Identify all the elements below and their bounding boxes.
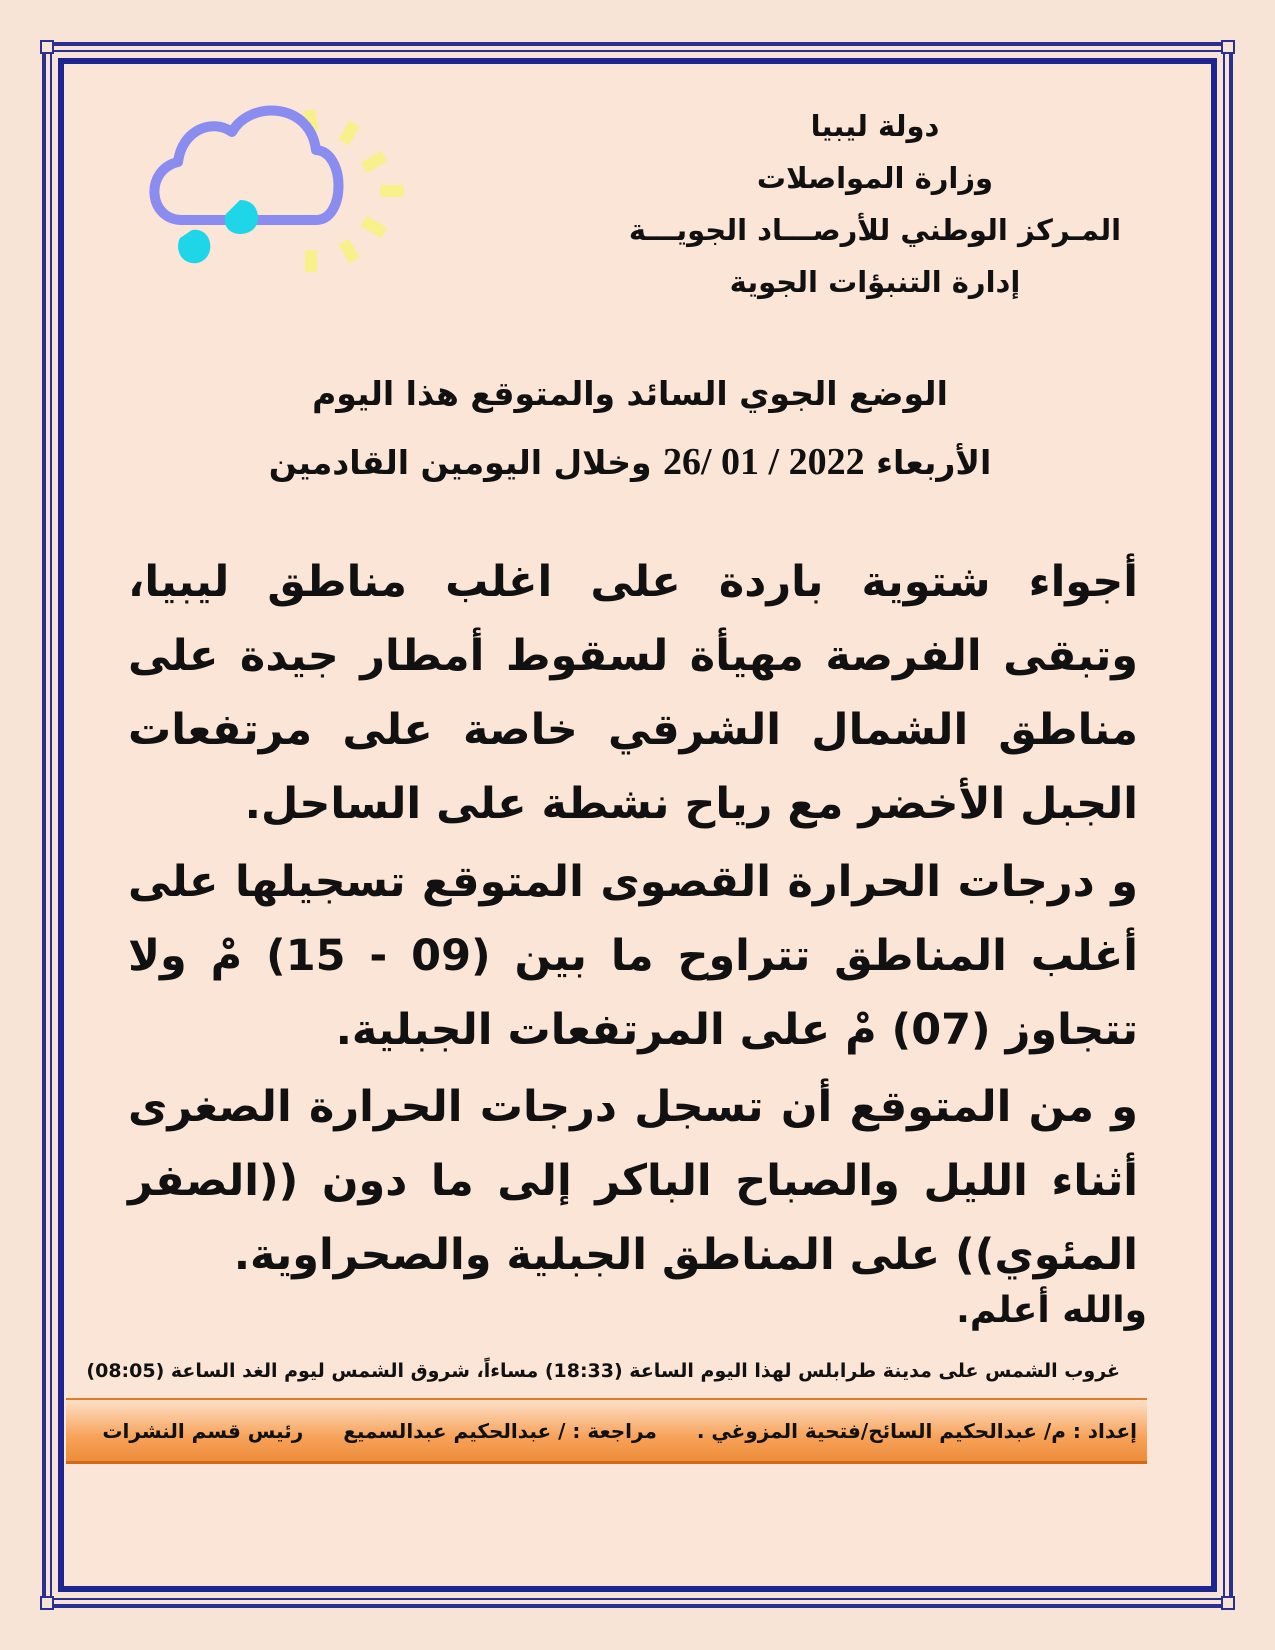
title-date-line (200, 428, 1060, 497)
title-line: الوضع الجوي السائد والمتوقع هذا اليوم (312, 374, 948, 413)
forecast-paragraph-2: و درجات الحرارة القصوى المتوقع تسجيلها على أغلب المناطق تتراوح ما بين (09 - 15) مْ ولا تتجاوز (07) مْ على المرتفعات الجبلية. (128, 857, 1138, 1055)
header-organization (595, 100, 1155, 308)
reviewer-role: رئيس قسم النشرات (102, 1418, 304, 1443)
border-corner (40, 1596, 54, 1610)
bulletin-title (200, 360, 1060, 497)
weather-cloud-rain-sun-icon (140, 100, 420, 290)
closing-phrase: والله أعلم. (956, 1290, 1147, 1331)
forecast-paragraph-1: أجواء شتوية باردة على اغلب مناطق ليبيا، وتبقى الفرصة مهيأة لسقوط أمطار جيدة على مناطق الشمال الشرقي خاصة على مرتفعات الجبل الأخضر مع رياح نشطة على الساحل. (128, 557, 1138, 829)
title-date: 26/ 01 / 2022 (663, 441, 865, 483)
border-corner (1221, 40, 1235, 54)
title-day: الأربعاء (876, 443, 992, 482)
border-corner (1221, 1596, 1235, 1610)
forecast-paragraph-3: و من المتوقع أن تسجل درجات الحرارة الصغرى أثناء الليل والصباح الباكر إلى ما دون ((الصفر المئوي)) على المناطق الجبلية والصحراوية. (128, 1082, 1138, 1280)
prepared-by: إعداد : م/ عبدالحكيم السائح/فتحية المزوغي . (696, 1418, 1137, 1443)
state-name: دولة ليبيا (810, 109, 940, 143)
sunset-sunrise-info: غروب الشمس على مدينة طرابلس لهذا اليوم الساعة (18:33) مساءاً، شروق الشمس ليوم الغد الساعة (08:05) (86, 1360, 1120, 1382)
title-suffix: وخلال اليومين القادمين (268, 443, 652, 482)
ministry-name: وزارة المواصلات (756, 161, 994, 195)
border-corner (40, 40, 54, 54)
reviewed-by: مراجعة : / عبدالحكيم عبدالسميع (343, 1418, 657, 1443)
footer-credits (66, 1398, 1147, 1464)
center-name: المـركز الوطني للأرصـــاد الجويـــة (628, 213, 1122, 247)
department-name: إدارة التنبؤات الجوية (729, 265, 1021, 299)
